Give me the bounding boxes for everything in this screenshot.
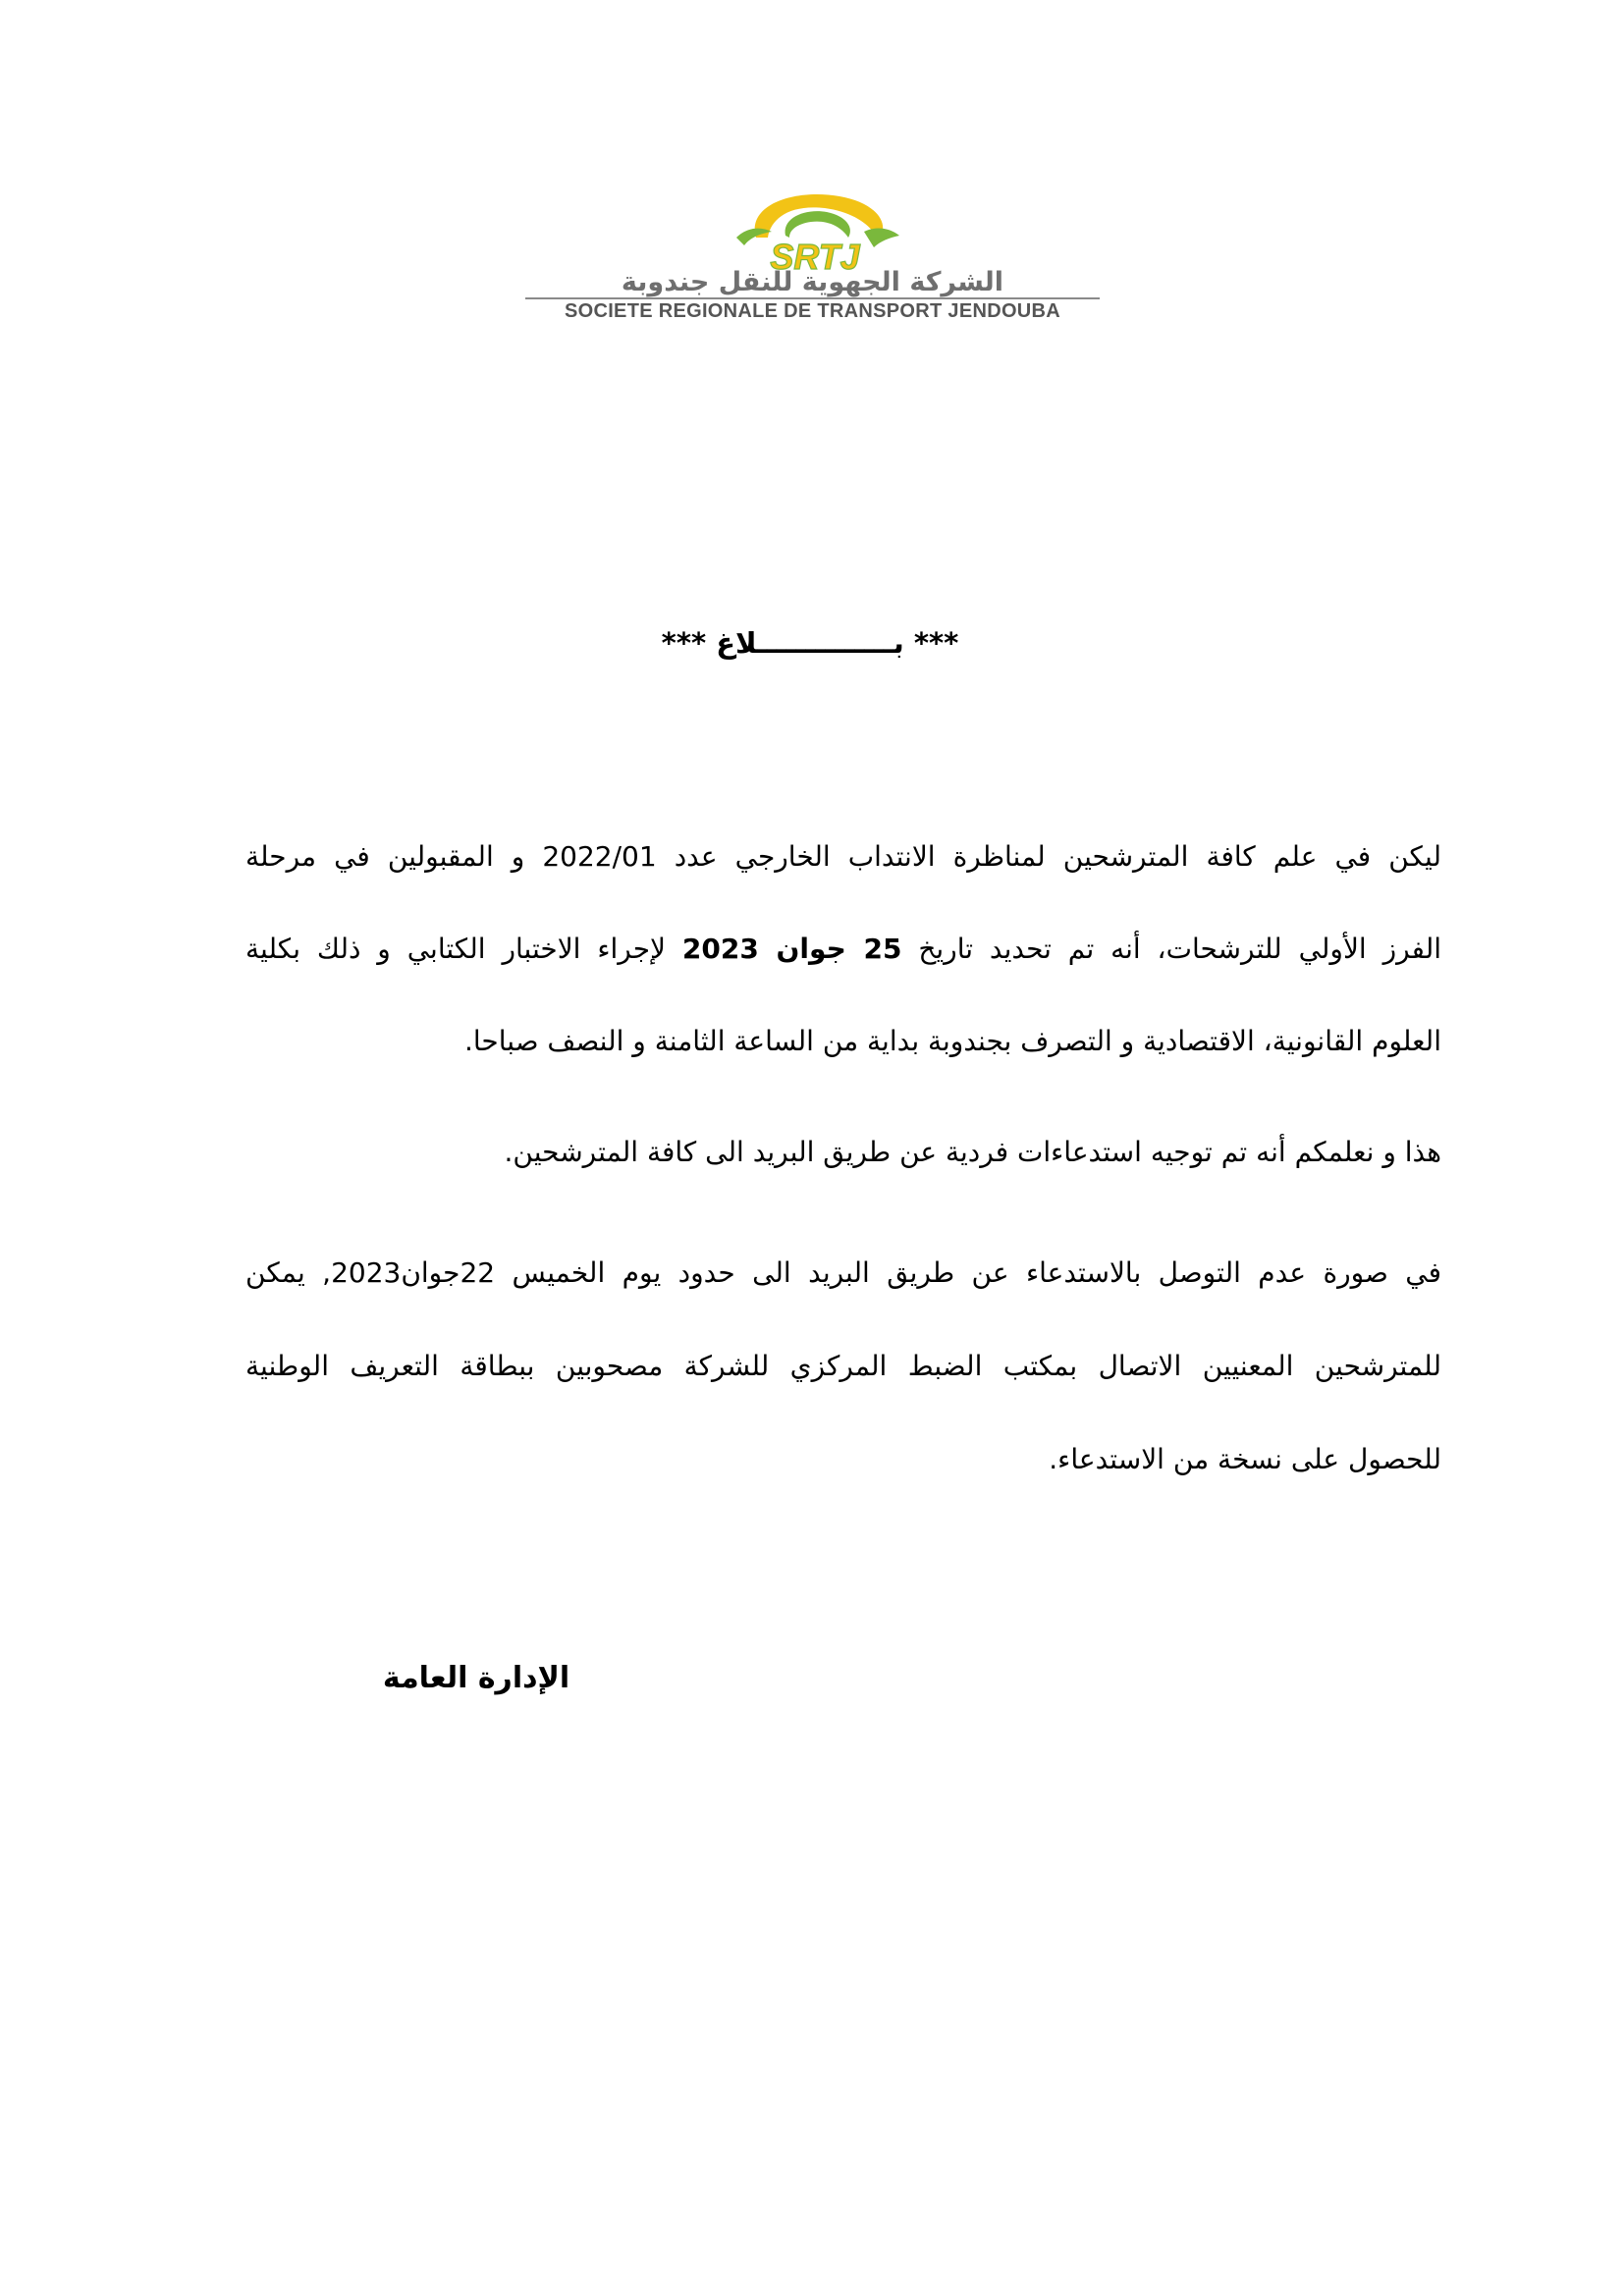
logo-arabic-name: الشركة الجهوية للنقل جندوبة	[621, 267, 1004, 297]
notice-title: *** بــــــــــــــلاغ ***	[661, 626, 959, 660]
exam-date: 25 جوان 2023	[681, 933, 902, 965]
company-logo	[525, 187, 1100, 324]
signature-general-management: الإدارة العامة	[382, 1661, 570, 1695]
paragraph1-line2-after: لإجراء الاختبار الكتابي و ذلك بكلية	[245, 933, 666, 965]
paragraph1-line2-before: الفرز الأولي للترشحات، أنه تم تحديد تاريخ	[918, 933, 1442, 965]
paragraph1-line3: العلوم القانونية، الاقتصادية و التصرف بجندوبة بداية من الساعة الثامنة و النصف صباحا.	[463, 1025, 1441, 1057]
paragraph3-line3: للحصول على نسخة من الاستدعاء.	[1049, 1443, 1441, 1475]
paragraph1-line2	[245, 930, 1441, 969]
srtj-emblem-icon	[717, 187, 913, 275]
paragraph1-line1: ليكن في علم كافة المترشحين لمناظرة الانتداب الخارجي عدد 2022/01 و المقبولين في مرحلة	[245, 840, 1441, 873]
paragraph3-line2: للمترشحين المعنيين الاتصال بمكتب الضبط المركزي للشركة مصحوبين ببطاقة التعريف الوطنية	[245, 1350, 1441, 1382]
logo-french-name: SOCIETE REGIONALE DE TRANSPORT JENDOUBA	[564, 300, 1061, 322]
paragraph2-line1: هذا و نعلمكم أنه تم توجيه استدعاءات فردية عن طريق البريد الى كافة المترشحين.	[504, 1136, 1441, 1168]
paragraph3-line1: في صورة عدم التوصل بالاستدعاء عن طريق البريد الى حدود يوم الخميس 22جوان2023, يمكن	[245, 1256, 1442, 1289]
logo-emblem-text: SRTJ	[770, 237, 860, 275]
